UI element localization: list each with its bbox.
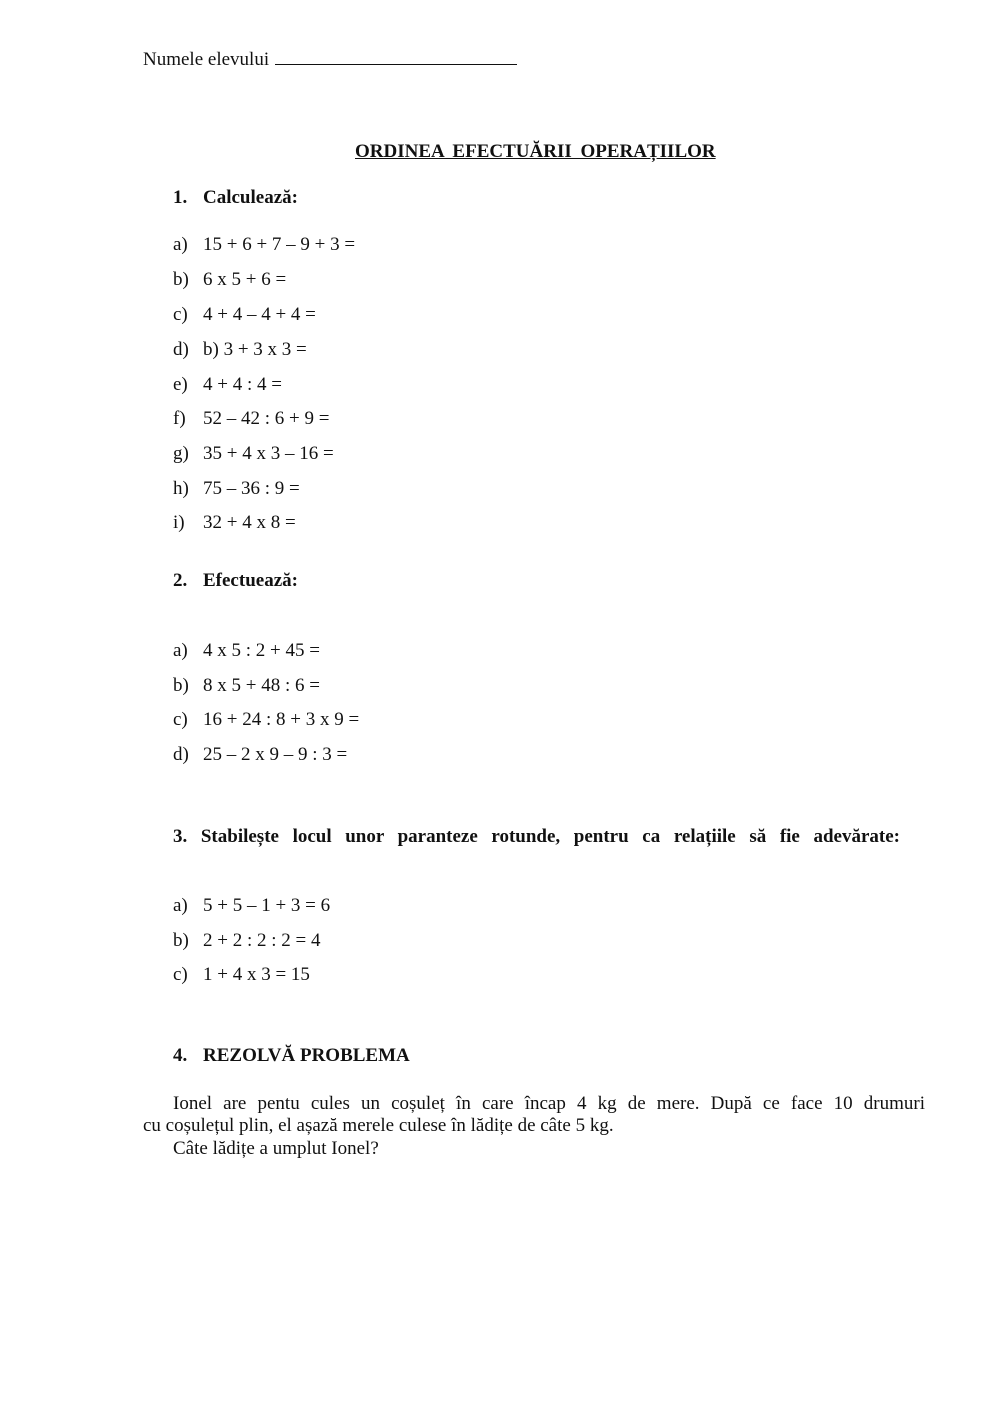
exercise-2c (173, 709, 359, 731)
item-expression: 2 + 2 : 2 : 2 = 4 (203, 930, 321, 951)
item-expression: 75 – 36 : 9 = (203, 478, 300, 499)
exercise-3b (173, 930, 321, 952)
problem-text-line-1: Ionel are pentu cules un coșuleț în care încap 4 kg de mere. După ce face 10 drumuri (173, 1093, 925, 1114)
section-number: 1. (173, 187, 188, 208)
item-label: d) (173, 744, 189, 765)
item-label: b) (173, 675, 189, 696)
item-label: c) (173, 709, 188, 730)
section-number: 4. (173, 1045, 188, 1066)
item-label: b) (173, 930, 189, 951)
item-expression: 6 x 5 + 6 = (203, 269, 287, 290)
student-name-field (143, 48, 517, 71)
exercise-1g (173, 443, 334, 465)
section-4-heading (173, 1045, 410, 1067)
section-title: REZOLVĂ PROBLEMA (203, 1045, 410, 1066)
item-label: a) (173, 895, 188, 916)
section-title: Calculează: (203, 187, 298, 208)
section-number: 2. (173, 570, 188, 591)
page-title: ORDINEA EFECTUĂRII OPERAȚIILOR (355, 141, 716, 162)
student-name-label: Numele elevului (143, 49, 270, 70)
item-expression: 52 – 42 : 6 + 9 = (203, 408, 330, 429)
section-title: Efectuează: (203, 570, 298, 591)
item-label: g) (173, 443, 189, 464)
item-expression: 8 x 5 + 48 : 6 = (203, 675, 320, 696)
section-1-heading (173, 187, 298, 209)
item-label: e) (173, 374, 188, 395)
exercise-1a (173, 234, 355, 256)
item-label: d) (173, 339, 189, 360)
exercise-3c (173, 964, 310, 986)
item-expression: 4 + 4 : 4 = (203, 374, 282, 395)
item-label: c) (173, 304, 188, 325)
item-label: f) (173, 408, 186, 429)
exercise-2d (173, 744, 347, 766)
item-expression: 35 + 4 x 3 – 16 = (203, 443, 334, 464)
item-label: a) (173, 640, 188, 661)
exercise-1h (173, 478, 300, 500)
exercise-1f (173, 408, 329, 430)
item-label: i) (173, 512, 185, 533)
item-label: a) (173, 234, 188, 255)
problem-text-line-2: cu coșulețul plin, el așază merele culese în lădițe de câte 5 kg. (143, 1115, 614, 1136)
item-expression: 16 + 24 : 8 + 3 x 9 = (203, 709, 360, 730)
item-expression: 15 + 6 + 7 – 9 + 3 = (203, 234, 356, 255)
exercise-2b (173, 675, 320, 697)
item-label: h) (173, 478, 189, 499)
exercise-1i (173, 512, 296, 534)
exercise-3a (173, 895, 330, 917)
item-expression: 4 x 5 : 2 + 45 = (203, 640, 320, 661)
item-expression: 32 + 4 x 8 = (203, 512, 296, 533)
student-name-blank[interactable] (275, 48, 517, 65)
exercise-2a (173, 640, 320, 662)
problem-question: Câte lădițe a umplut Ionel? (173, 1138, 379, 1159)
item-expression: 1 + 4 x 3 = 15 (203, 964, 310, 985)
item-expression: 4 + 4 – 4 + 4 = (203, 304, 316, 325)
exercise-1c (173, 304, 316, 326)
item-label: b) (173, 269, 189, 290)
item-label: c) (173, 964, 188, 985)
exercise-1e (173, 374, 282, 396)
section-2-heading (173, 570, 298, 592)
item-expression: b) 3 + 3 x 3 = (203, 339, 307, 360)
item-expression: 25 – 2 x 9 – 9 : 3 = (203, 744, 348, 765)
exercise-1b (173, 269, 286, 291)
section-3-heading: 3. Stabilește locul unor paranteze rotunde, pentru ca relațiile să fie adevărate: (173, 826, 900, 847)
item-expression: 5 + 5 – 1 + 3 = 6 (203, 895, 331, 916)
exercise-1d (173, 339, 307, 361)
